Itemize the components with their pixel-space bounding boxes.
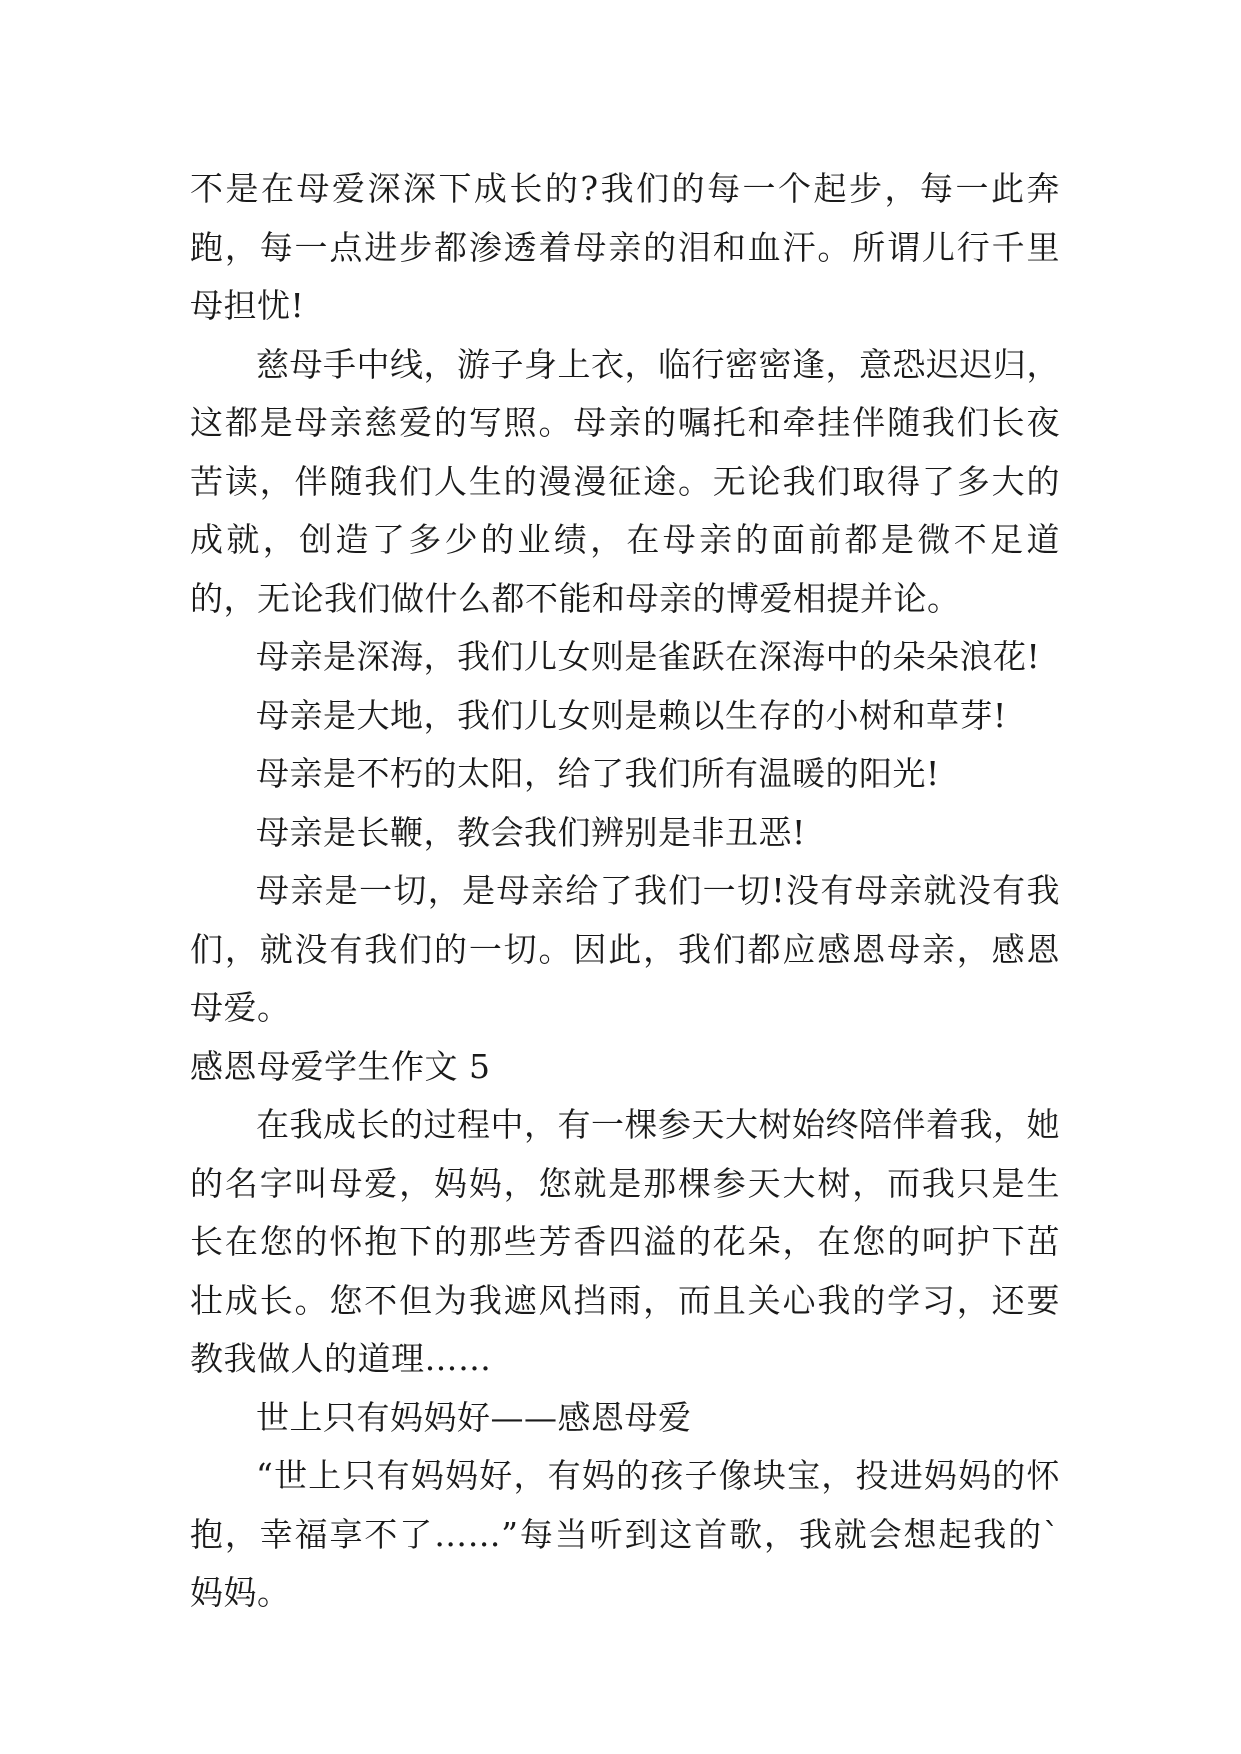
paragraph: 不是在母爱深深下成长的?我们的每一个起步，每一此奔跑，每一点进步都渗透着母亲的泪和血汗。所谓儿行千里母担忧! [190, 169, 1060, 325]
paragraph: 母亲是大地，我们儿女则是赖以生存的小树和草芽! [256, 695, 1007, 735]
paragraph: 母亲是长鞭，教会我们辨别是非丑恶! [256, 812, 806, 852]
document-body [190, 160, 1060, 1623]
paragraph: 母亲是不朽的太阳，给了我们所有温暖的阳光! [256, 754, 940, 793]
paragraph: 母亲是一切，是母亲给了我们一切!没有母亲就没有我们，就没有我们的一切。因此，我们都应感恩母亲，感恩母爱。 [190, 871, 1060, 1027]
paragraph: “世上只有妈妈好，有妈的孩子像块宝，投进妈妈的怀抱，幸福享不了……”每当听到这首歌，我就会想起我的`妈妈。 [190, 1456, 1060, 1612]
paragraph: 在我成长的过程中，有一棵参天大树始终陪伴着我，她的名字叫母爱，妈妈，您就是那棵参天大树，而我只是生长在您的怀抱下的那些芳香四溢的花朵，在您的呵护下茁壮成长。您不但为我遮风挡雨，而且关心我的学习，还要教我做人的道理…… [190, 1105, 1060, 1378]
paragraph: 世上只有妈妈好——感恩母爱 [256, 1397, 692, 1437]
paragraph: 慈母手中线，游子身上衣，临行密密逢，意恐迟迟归，这都是母亲慈爱的写照。母亲的嘱托和牵挂伴随我们长夜苦读，伴随我们人生的漫漫征途。无论我们取得了多大的成就，创造了多少的业绩，在母亲的面前都是微不足道的，无论我们做什么都不能和母亲的博爱相提并论。 [190, 344, 1060, 618]
paragraph: 母亲是深海，我们儿女则是雀跃在深海中的朵朵浪花! [256, 637, 1041, 676]
section-heading: 感恩母爱学生作文 5 [190, 1046, 491, 1086]
